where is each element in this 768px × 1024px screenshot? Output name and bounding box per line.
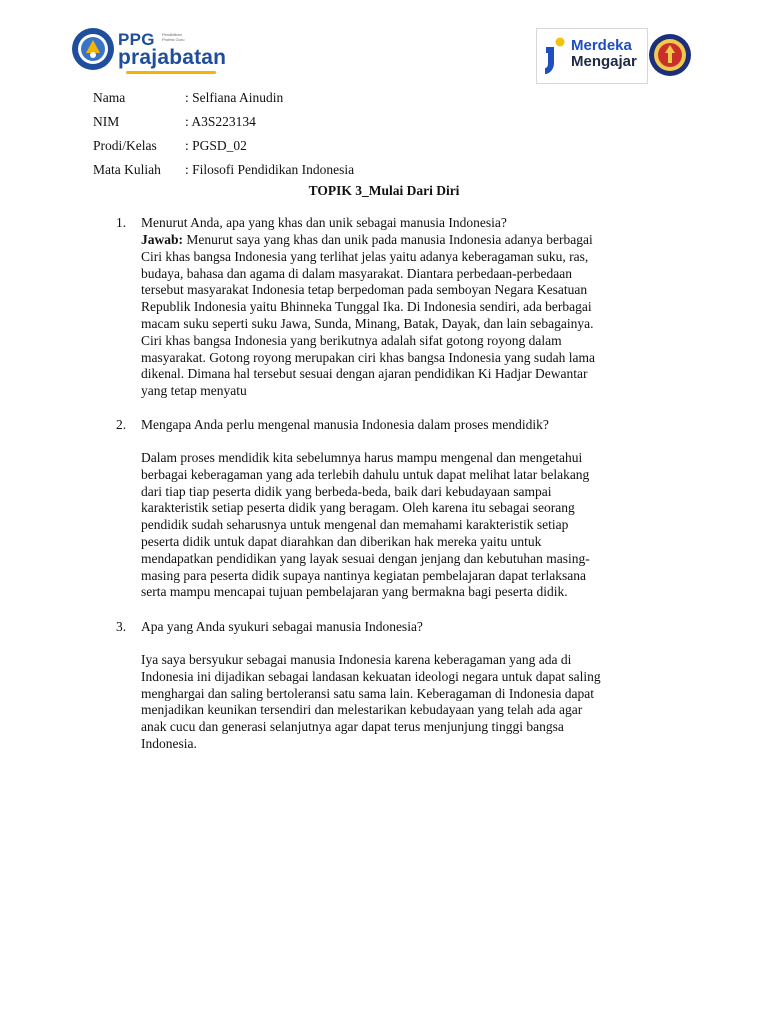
answer-line-text: Menurut saya yang khas dan unik pada manusia Indonesia adanya berbagai [183, 232, 593, 247]
identity-value: : Selfiana Ainudin [185, 90, 284, 105]
answer-3 [141, 652, 675, 753]
answer-line: masing para peserta didik supaya nantinya kegiatan pembelajaran dapat terlaksana [141, 567, 586, 583]
question-text: Menurut Anda, apa yang khas dan unik sebagai manusia Indonesia? [141, 215, 507, 230]
answer-2 [141, 450, 675, 601]
identity-label: NIM [93, 114, 120, 129]
topic-title: TOPIK 3_Mulai Dari Diri [308, 183, 460, 198]
answer-line: macam suku seperti suku Jawa, Sunda, Minang, Batak, Dayak, dan lain sebagainya. [141, 315, 594, 331]
merdeka-mengajar-icon [543, 37, 569, 77]
answer-line: masyarakat. Gotong royong merupakan ciri khas bangsa Indonesia yang sudah lama [141, 349, 595, 365]
answer-line: Dalam proses mendidik kita sebelumnya harus mampu mengenal dan mengetahui [141, 450, 583, 465]
answer-line: yang tetap menyatu [141, 383, 247, 399]
identity-label: Nama [93, 90, 126, 105]
answer-line: Indonesia. [141, 735, 197, 751]
identity-row-prodi [93, 134, 493, 158]
question-text: Apa yang Anda syukuri sebagai manusia Indonesia? [141, 619, 423, 634]
answer-line: karakteristik setiap peserta didik yang beragam. Oleh karena itu sebagai seorang [141, 500, 575, 516]
answer-line: Iya saya bersyukur sebagai manusia Indonesia karena keberagaman yang ada di [141, 652, 572, 667]
prajabatan-label: prajabatan [118, 46, 227, 69]
answer-line: peserta didik untuk dapat diarahkan dan diberikan hak mereka yaitu untuk [141, 533, 542, 549]
answer-line: Republik Indonesia yaitu Bhinneka Tunggal Ika. Di Indonesia sendiri, ada berbagai [141, 299, 592, 315]
identity-block [93, 86, 493, 182]
ppg-label: PPG [118, 30, 155, 49]
answer-line: Ciri khas bangsa Indonesia yang berikutnya adalah sifat gotong royong dalam [141, 332, 562, 348]
identity-value: : A3S223134 [185, 114, 256, 129]
identity-row-nim [93, 110, 493, 134]
ppg-prajabatan-logo [70, 26, 227, 76]
answer-line: dikenal. Dimana hal tersebut sesuai dengan ajaran pendidikan Ki Hadjar Dewantar [141, 366, 588, 382]
prajabatan-underline [126, 71, 216, 74]
merdeka-mengajar-logo [536, 28, 648, 84]
answer-1 [141, 232, 675, 400]
answer-line: menjadikan keunikan tersendiri dan melestarikan kebudayaan yang telah ada agar [141, 702, 583, 718]
answer-prefix: Jawab: [141, 232, 184, 247]
question-number: 2. [116, 417, 127, 432]
question-number: 1. [116, 215, 127, 230]
identity-row-mata-kuliah [93, 158, 493, 182]
merdeka-label: Merdeka [571, 37, 632, 54]
answer-line [141, 232, 675, 249]
identity-label: Mata Kuliah [93, 162, 161, 177]
answer-line: dari tiap tiap peserta didik yang berbeda-beda, baik dari kebudayaan sampai [141, 483, 552, 499]
answer-line: pendidik sudah seharusnya untuk mengenal dan memahami karakteristik setiap [141, 517, 569, 533]
answer-line: anak cucu dan generasi selanjutnya agar dapat terus menjunjung tinggi bangsa [141, 719, 564, 735]
identity-value: : Filosofi Pendidikan Indonesia [185, 162, 355, 177]
ppg-caption: Pendidikan Profesi Guru [162, 32, 185, 42]
university-seal-icon [648, 33, 692, 77]
answer-line: Ciri khas bangsa Indonesia yang terlihat jelas yaitu adanya keberagaman suku, ras, [141, 248, 589, 264]
identity-label: Prodi/Kelas [93, 138, 157, 153]
answer-line: berbagai keberagaman yang ada terlebih dahulu untuk dapat melihat latar belakang [141, 466, 590, 482]
answer-line: mendapatkan pendidikan yang layak sesuai dengan jenjang dan kebutuhan masing- [141, 550, 590, 566]
identity-row-nama [93, 86, 493, 110]
question-number: 3. [116, 619, 127, 634]
answer-line: menghargai dan saling bertoleransi satu sama lain. Keberagaman di Indonesia dapat [141, 685, 594, 701]
mengajar-label: Mengajar [571, 53, 637, 70]
tut-wuri-handayani-icon [70, 26, 116, 72]
answer-line: Indonesia ini dijadikan sebagai landasan kekuatan ideologi negara untuk dapat saling [141, 668, 601, 684]
answer-line: tersebut masyarakat Indonesia tetap berpedoman pada semboyan Negara Kesatuan [141, 282, 588, 298]
answer-line: serta mampu mencapai tujuan pembelajaran yang bermakna bagi peserta didik. [141, 584, 568, 600]
answer-line: budaya, bahasa dan agama di dalam masyarakat. Diantara perbedaan-perbedaan [141, 265, 573, 281]
identity-value: : PGSD_02 [185, 138, 247, 153]
question-text: Mengapa Anda perlu mengenal manusia Indonesia dalam proses mendidik? [141, 417, 549, 432]
